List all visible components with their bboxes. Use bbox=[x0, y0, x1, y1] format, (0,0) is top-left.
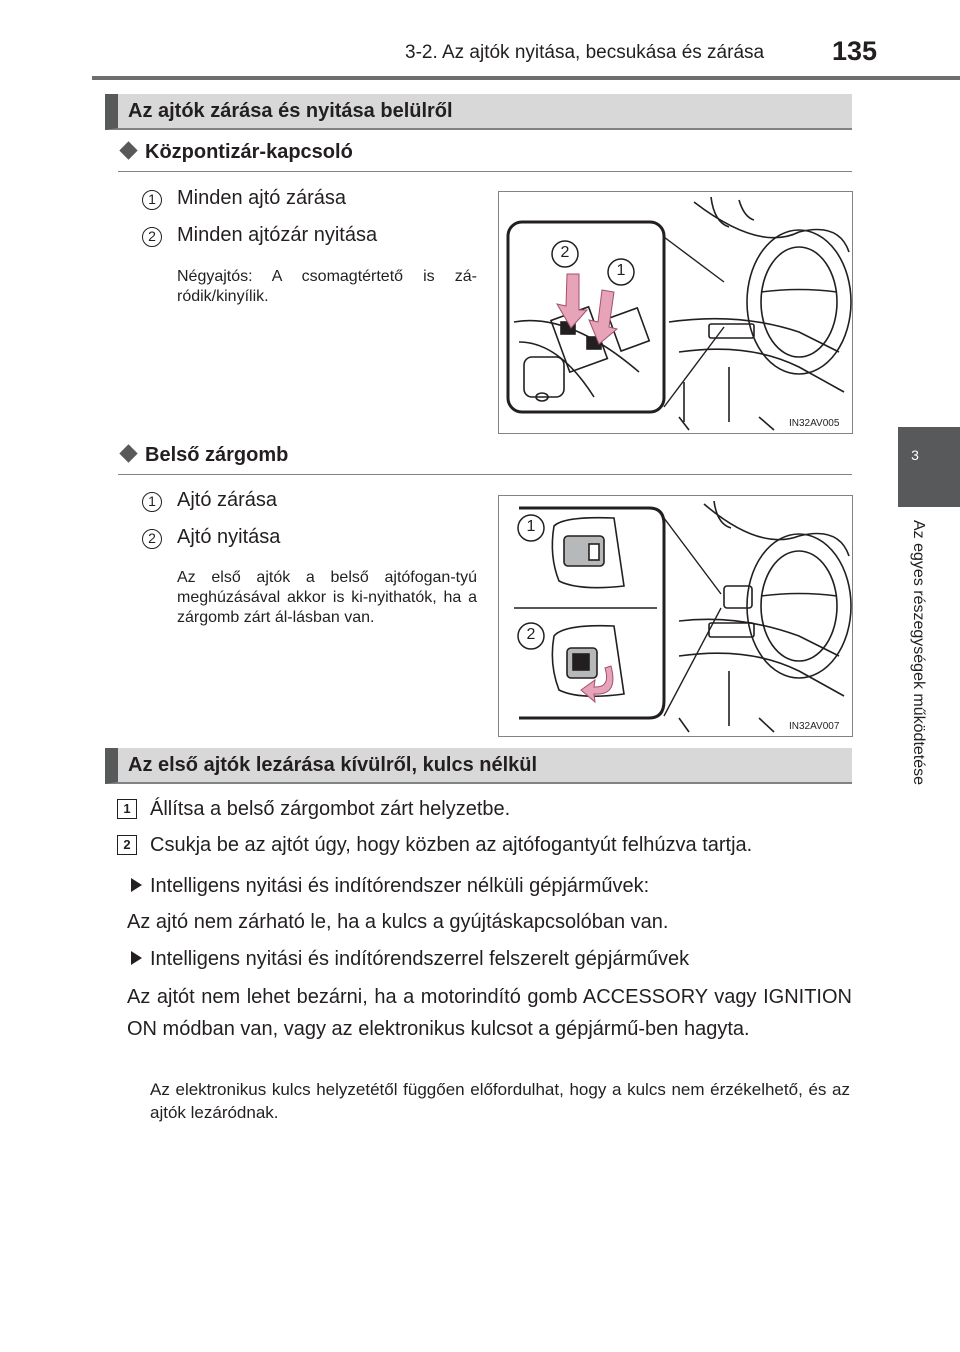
running-header: 3-2. Az ajtók nyitása, becsukása és zárása bbox=[405, 42, 765, 63]
case-text: Az ajtó nem zárható le, ha a kulcs a gyújtáskapcsolóban van. bbox=[127, 911, 669, 933]
chapter-label: Az egyes részegységek működtetése bbox=[910, 520, 927, 786]
page-number: 135 bbox=[832, 36, 878, 66]
section-heading: Az ajtók zárása és nyitása belülről bbox=[105, 94, 852, 130]
item-note: Az első ajtók a belső ajtófogan-tyú meghúzásával akkor is ki-nyithatók, ha a zárgomb zárt ál-lásban van. bbox=[177, 569, 477, 626]
step-number: 1 bbox=[117, 799, 137, 819]
item-text: Ajtó zárása bbox=[177, 489, 278, 511]
figure-code: IN32AV005 bbox=[789, 418, 840, 429]
figure-callout: 1 bbox=[526, 518, 536, 535]
item-text: Minden ajtó zárása bbox=[177, 187, 346, 209]
diamond-bullet-icon bbox=[119, 141, 137, 159]
item-number: 2 bbox=[142, 529, 162, 549]
inner-lock-button-figure bbox=[498, 495, 853, 737]
step-number: 2 bbox=[117, 835, 137, 855]
figure-callout: 2 bbox=[560, 244, 570, 261]
subsection-heading: Belső zárgomb bbox=[118, 444, 288, 467]
subsection-rule bbox=[118, 171, 852, 172]
item-number: 1 bbox=[142, 190, 162, 210]
step-text: Csukja be az ajtót úgy, hogy közben az ajtófogantyút felhúzva tartja. bbox=[150, 834, 753, 856]
figure-callout: 2 bbox=[526, 626, 536, 643]
case-heading: Intelligens nyitási és indítórendszerrel felszerelt gépjárművek bbox=[131, 944, 851, 974]
triangle-bullet-icon bbox=[131, 951, 142, 965]
item-number: 2 bbox=[142, 227, 162, 247]
subsection-rule bbox=[118, 474, 852, 475]
header-rule bbox=[92, 76, 960, 80]
item-number: 1 bbox=[142, 492, 162, 512]
central-lock-switch-figure bbox=[498, 191, 853, 434]
item-text: Minden ajtózár nyitása bbox=[177, 224, 378, 246]
section-heading: Az első ajtók lezárása kívülről, kulcs nélkül bbox=[105, 748, 852, 784]
triangle-bullet-icon bbox=[131, 878, 142, 892]
subsection-heading: Központizár-kapcsoló bbox=[118, 141, 353, 164]
chapter-number: 3 bbox=[911, 447, 919, 463]
step-text: Állítsa a belső zárgombot zárt helyzetbe. bbox=[150, 798, 511, 820]
diamond-bullet-icon bbox=[119, 444, 137, 462]
item-note: Négyajtós: A csomagtértető is zá-ródik/kinyílik. bbox=[177, 268, 477, 305]
case-text: Az ajtót nem lehet bezárni, ha a motorindító gomb ACCESSORY vagy IGNITION ON módban van, vagy az elektronikus kulcsot a gépjármű-ben hagyta. bbox=[127, 986, 852, 1040]
case-heading: Intelligens nyitási és indítórendszer nélküli gépjárművek: bbox=[131, 871, 851, 901]
figure-callout: 1 bbox=[616, 262, 626, 279]
inner-lock-illustration bbox=[499, 496, 852, 736]
figure-code: IN32AV007 bbox=[789, 721, 840, 732]
chapter-tab bbox=[898, 427, 960, 507]
item-text: Ajtó nyitása bbox=[177, 526, 281, 548]
section-note: Az elektronikus kulcs helyzetétől függően előfordulhat, hogy a kulcs nem érzékelhető, és az ajtók lezáródnak. bbox=[150, 1080, 850, 1122]
central-lock-illustration bbox=[499, 192, 852, 433]
